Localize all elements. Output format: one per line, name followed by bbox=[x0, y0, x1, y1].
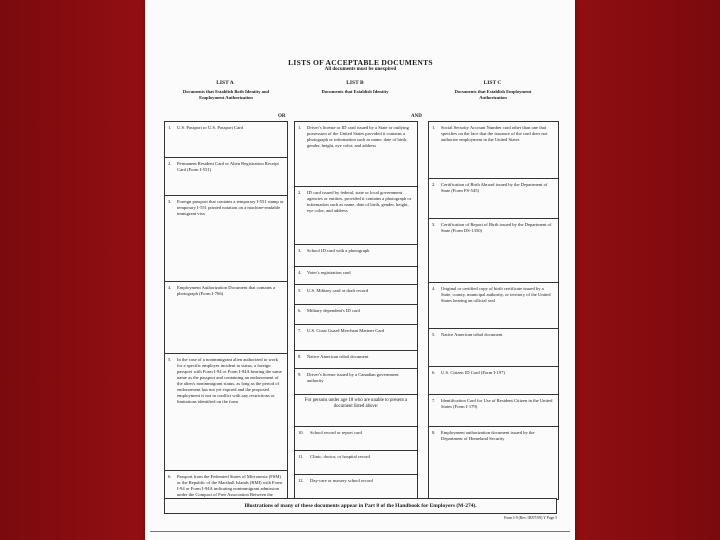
list-b-item: 8. Native American tribal document bbox=[295, 350, 417, 368]
list-a-description: Documents that Establish Both Identity and Employment Authorization bbox=[182, 89, 270, 100]
list-c-column bbox=[428, 121, 559, 500]
list-b-item: 6. Military dependent's ID card bbox=[295, 304, 417, 324]
list-c-item: 8. Employment authorization document issued by the Department of Homeland Security bbox=[429, 426, 558, 499]
list-a-heading: LIST A bbox=[216, 80, 234, 86]
list-b-heading: LIST B bbox=[346, 80, 364, 86]
handbook-footer-note: Illustrations of many of these documents appear in Part 8 of the Handbook for Employers (M-274). bbox=[164, 498, 557, 514]
documents-table bbox=[164, 121, 557, 518]
list-b-item: 12. Day-care or nursery school record bbox=[295, 474, 417, 499]
list-c-item: 1. Social Security Account Number card other than one that specifies on the face that the issuance of the card does not authorize employment in the United States bbox=[432, 125, 548, 142]
list-b-item: 7. U.S. Coast Guard Merchant Mariner Card bbox=[295, 324, 417, 350]
list-b-description: Documents that Establish Identity bbox=[321, 89, 389, 94]
list-c-description: Documents that Establish Employment Authorization bbox=[454, 89, 532, 100]
list-a-column bbox=[164, 121, 288, 500]
list-b-column bbox=[294, 121, 418, 500]
list-a-item: 4. Employment Authorization Document that contains a photograph (Form I-766) bbox=[165, 281, 287, 353]
list-b-item: 3. School ID card with a photograph bbox=[295, 244, 417, 266]
list-a-item: 5. In the case of a nonimmigrant alien authorized to work for a specific employer incident to status, a foreign passport with Form I-94 or Form I-94A bearing the same name as the passport and containing an endorsement of the alien's nonimmigrant status, as long as the period of endorsement has not yet expired and the proposed employment is not in conflict with any restrictions or limitations identified on the form bbox=[165, 353, 287, 470]
list-b-item: 9. Driver's license issued by a Canadian government authority bbox=[295, 368, 417, 394]
list-b-item: 11. Clinic, doctor, or hospital record bbox=[295, 450, 417, 474]
list-a-item: 1. U.S. Passport or U.S. Passport Card bbox=[168, 125, 243, 130]
under-18-note: For persons under age 18 who are unable to present a document listed above: bbox=[295, 394, 417, 430]
list-b-item: 5. U.S. Military card or draft record bbox=[295, 284, 417, 304]
list-b-item: 2. ID card issued by federal, state or local government agencies or entities, provided it contains a photograph or information such as name, date of birth, gender, height, eye color, and address bbox=[295, 186, 417, 244]
list-a-item: 6. Passport from the Federated States of Micronesia (FSM) or the Republic of the Marshall Islands (RMI) with Form I-94 or Form I-94A indicating nonimmigrant admission under the Compact of Free Association Between the bbox=[165, 470, 287, 499]
list-c-item: 3. Certification of Report of Birth issued by the Department of State (Form DS-1350) bbox=[429, 218, 558, 282]
list-b-item: 4. Voter's registration card bbox=[295, 266, 417, 284]
list-a-item: 3. Foreign passport that contains a temporary I-551 stamp or temporary I-551 printed notation on a machine-readable immigrant visa bbox=[165, 195, 287, 281]
document-subtitle: All documents must be unexpired bbox=[324, 67, 397, 72]
list-a-item: 2. Permanent Resident Card or Alien Registration Receipt Card (Form I-551) bbox=[165, 157, 287, 195]
list-c-item: 5. Native American tribal document bbox=[429, 328, 558, 366]
or-label: OR bbox=[278, 114, 286, 119]
page-bottom-divider bbox=[150, 531, 570, 532]
document-title: LISTS OF ACCEPTABLE DOCUMENTS bbox=[288, 58, 433, 67]
list-c-item: 6. U.S. Citizen ID Card (Form I-197) bbox=[429, 366, 558, 394]
acceptable-documents-form bbox=[164, 58, 557, 526]
list-c-item: 2. Certification of Birth Abroad issued by the Department of State (Form FS-545) bbox=[429, 178, 558, 218]
list-c-item: 7. Identification Card for Use of Resident Citizen in the United States (Form I-179) bbox=[429, 394, 558, 426]
list-c-heading: LIST C bbox=[483, 80, 502, 86]
and-label: AND bbox=[411, 114, 422, 119]
list-c-item: 4. Original or certified copy of birth certificate issued by a State, county, municipal authority, or territory of the United States bearing an official seal bbox=[429, 282, 558, 328]
list-b-item: 1. Driver's license or ID card issued by a State or outlying possession of the United States provided it contains a photograph or information such as name, date of birth, gender, height, eye color, and address bbox=[298, 125, 409, 148]
list-b-item: 10. School record or report card bbox=[295, 426, 417, 450]
form-number: Form I-9 (Rev. 08/07/09) Y Page 5 bbox=[504, 516, 557, 520]
